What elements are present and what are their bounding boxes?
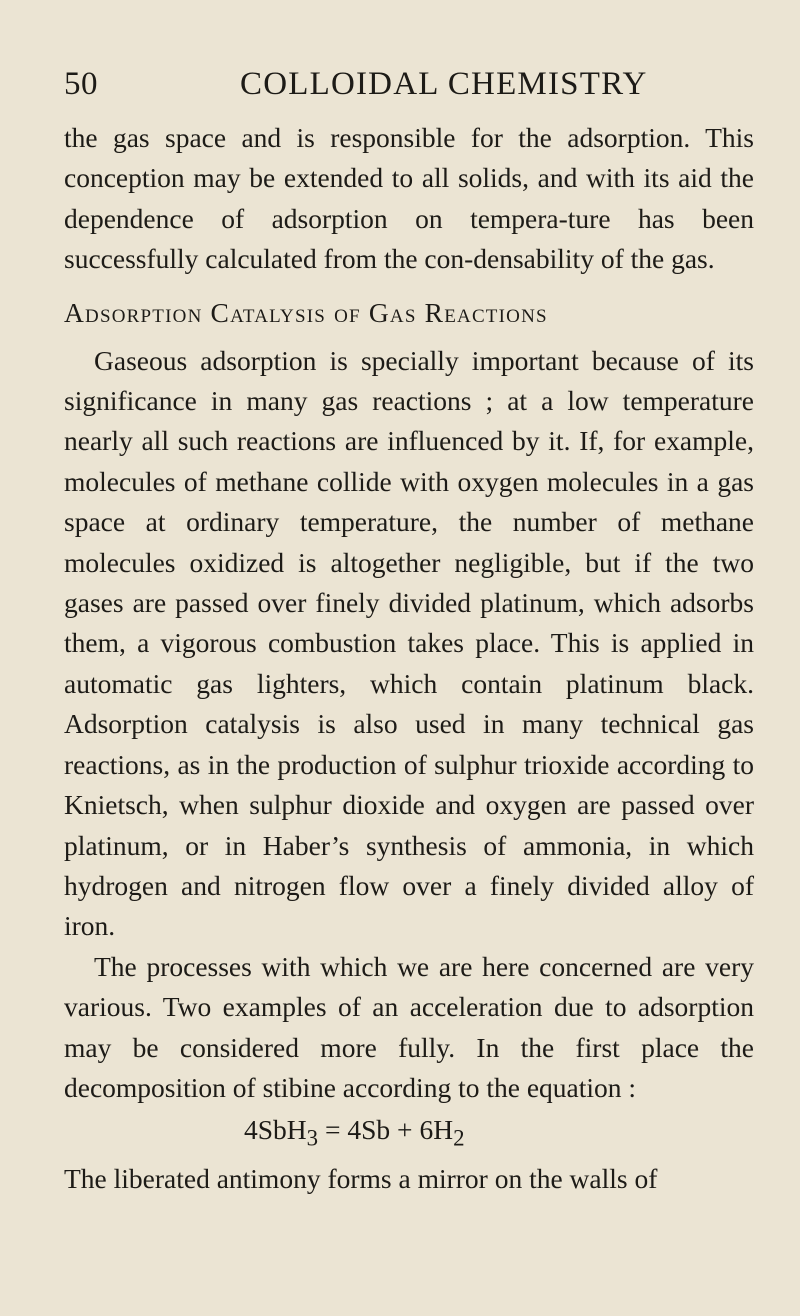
paragraph-gaseous-adsorption: Gaseous adsorption is specially important because of its significance in many gas reactions ; at a low temperature nearly all such reactions are influenced by it. If, for example, molecules of methane collide with oxygen molecules in a gas space at ordinary temperature, the number of methane molecules oxidized is altogether negligible, but if the two gases are passed over finely divided platinum, which adsorbs them, a vigorous combustion takes place. This is applied in automatic gas lighters, which contain platinum black. Adsorption catalysis is also used in many technical gas reactions, as in the production of sulphur trioxide according to Knietsch, when sulphur dioxide and oxygen are passed over platinum, or in Haber’s synthesis of ammonia, in which hydrogen and nitrogen flow over a finely divided alloy of iron. bbox=[64, 344, 754, 942]
equation-lhs-coeff: 4 bbox=[244, 1114, 258, 1146]
paragraph-processes: The processes with which we are here concerned are very various. Two examples of an acceleration due to adsorption may be considered more fully. In the first place the decomposition of stibine according to the equation : bbox=[64, 950, 754, 1103]
paragraph-continuation: the gas space and is responsible for the adsorption. This conception may be extended to all solids, and with its aid the dependence of adsorption on tempera-ture has been successfully calculated from the con-densability of the gas. bbox=[64, 122, 754, 275]
body-text bbox=[64, 118, 754, 1199]
paragraph-liberated-antimony: The liberated antimony forms a mirror on the walls of bbox=[64, 1162, 658, 1194]
stibine-equation bbox=[64, 1110, 754, 1159]
equation-lhs-species: SbH bbox=[257, 1114, 307, 1146]
equation-rhs-species: H bbox=[433, 1114, 454, 1146]
equation-rhs-subscript: 2 bbox=[453, 1125, 465, 1151]
equation-equals: = bbox=[324, 1114, 341, 1146]
section-heading: Adsorption Catalysis of Gas Reactions bbox=[64, 296, 548, 328]
equation-rhs-antimony: 4Sb bbox=[347, 1114, 391, 1146]
equation-plus: + bbox=[397, 1114, 413, 1146]
running-head: COLLOIDAL CHEMISTRY bbox=[240, 66, 648, 102]
equation-rhs-coeff: 6 bbox=[419, 1114, 434, 1146]
page-header bbox=[64, 66, 754, 112]
page-number: 50 bbox=[64, 66, 98, 102]
equation-lhs-subscript: 3 bbox=[306, 1125, 319, 1151]
